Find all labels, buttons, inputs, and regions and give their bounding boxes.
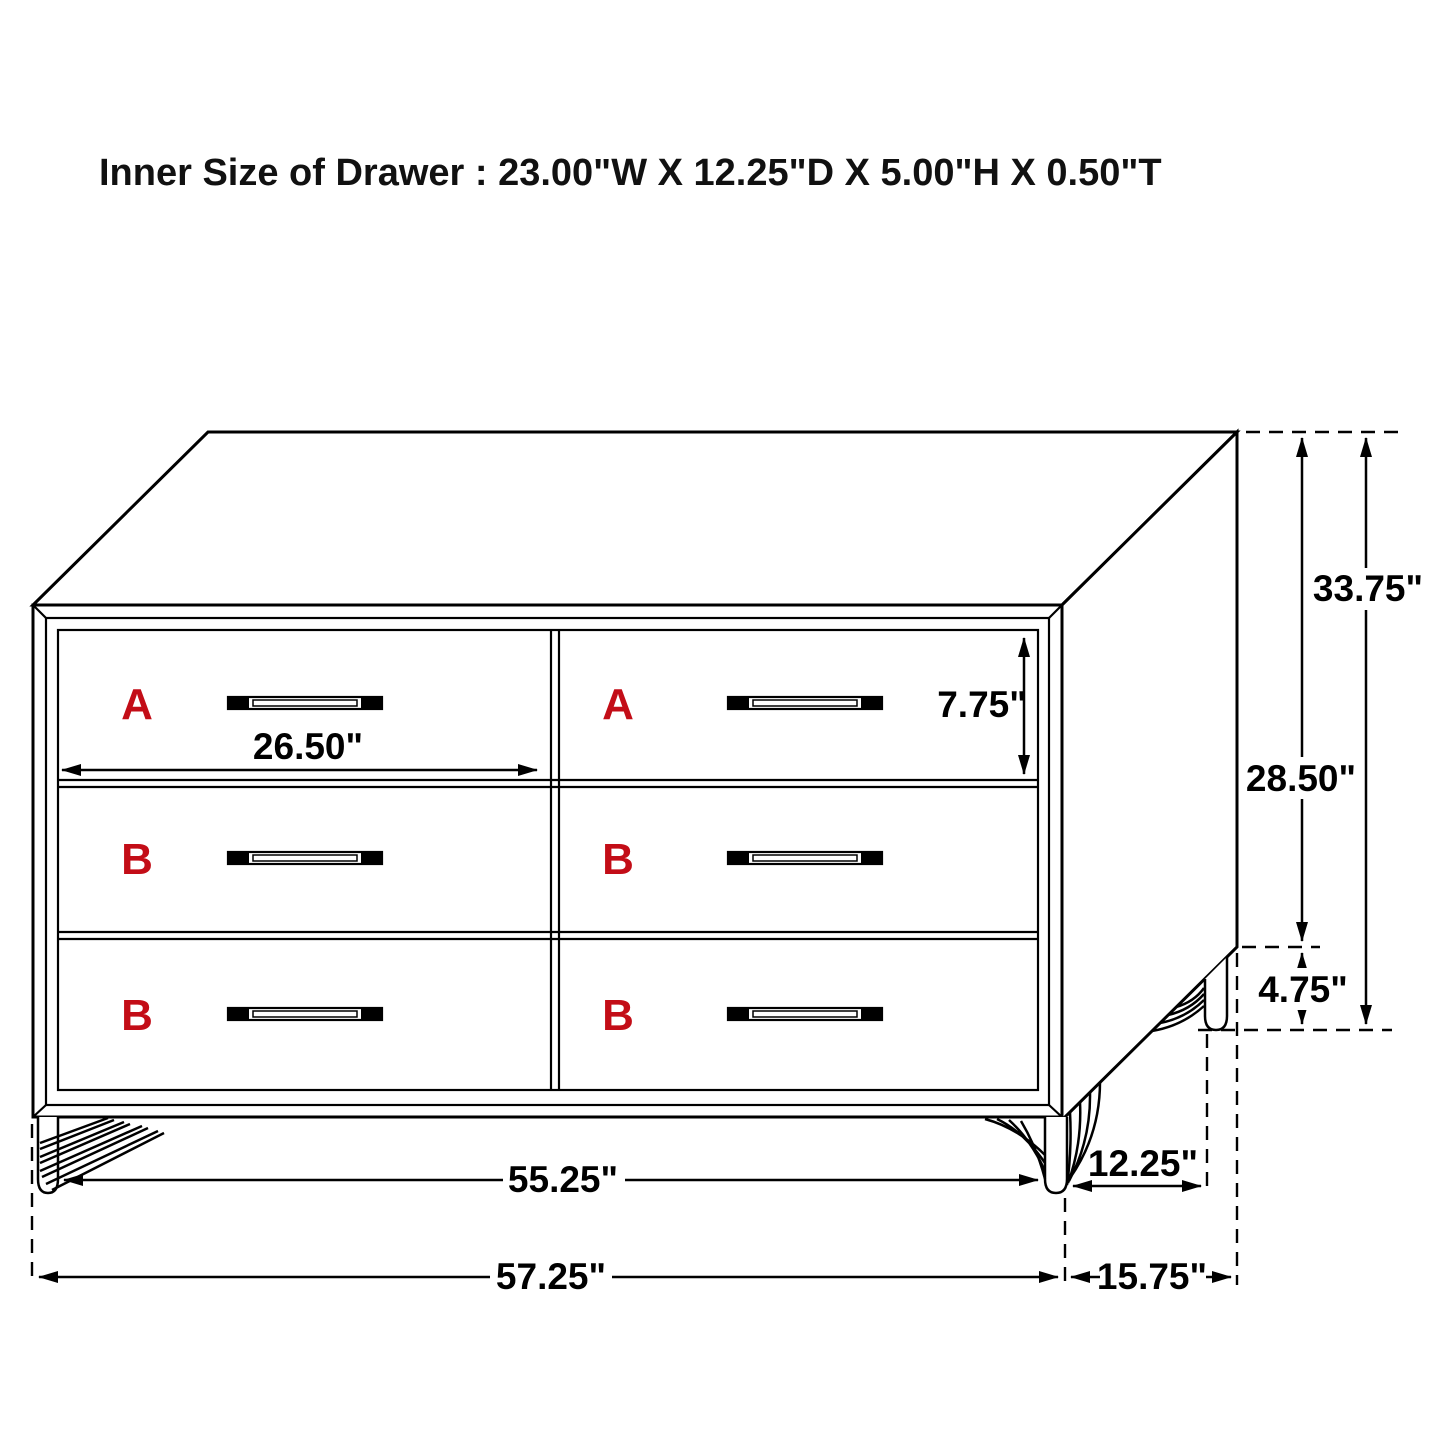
- dimension-total-width: 57.25": [495, 1256, 607, 1297]
- dimension-drawer-width: 26.50": [252, 726, 364, 767]
- drawer-label-top-right: A: [602, 680, 634, 729]
- drawer-handle: [228, 697, 382, 709]
- front-right-leg: [1045, 1117, 1067, 1193]
- dimension-drawer-height: 7.75": [937, 684, 1027, 725]
- dresser-outline: [33, 432, 1237, 1120]
- dimension-leg-height: 4.75": [1258, 969, 1348, 1010]
- drawer-handle: [728, 852, 882, 864]
- dimension-leg-depth: 12.25": [1087, 1143, 1199, 1184]
- drawer-label-middle-right: B: [602, 835, 634, 884]
- dimension-total-depth: 15.75": [1096, 1256, 1208, 1297]
- drawer-handle: [228, 852, 382, 864]
- dimension-total-height: 33.75": [1312, 568, 1424, 609]
- drawer-label-bottom-left: B: [121, 991, 153, 1040]
- front-face-outer: [33, 605, 1062, 1117]
- drawer-handle: [728, 697, 882, 709]
- diagram-title: Inner Size of Drawer : 23.00"W X 12.25"D X 5.00"H X 0.50"T: [99, 152, 1162, 194]
- dimension-body-height: 28.50": [1245, 758, 1357, 799]
- drawer-label-top-left: A: [121, 680, 153, 729]
- dimension-leg-span: 55.25": [507, 1159, 619, 1200]
- drawer-label-bottom-right: B: [602, 991, 634, 1040]
- drawer-handle: [728, 1008, 882, 1020]
- dresser-top-face: [33, 432, 1237, 605]
- drawer-handle: [228, 1008, 382, 1020]
- drawer-label-middle-left: B: [121, 835, 153, 884]
